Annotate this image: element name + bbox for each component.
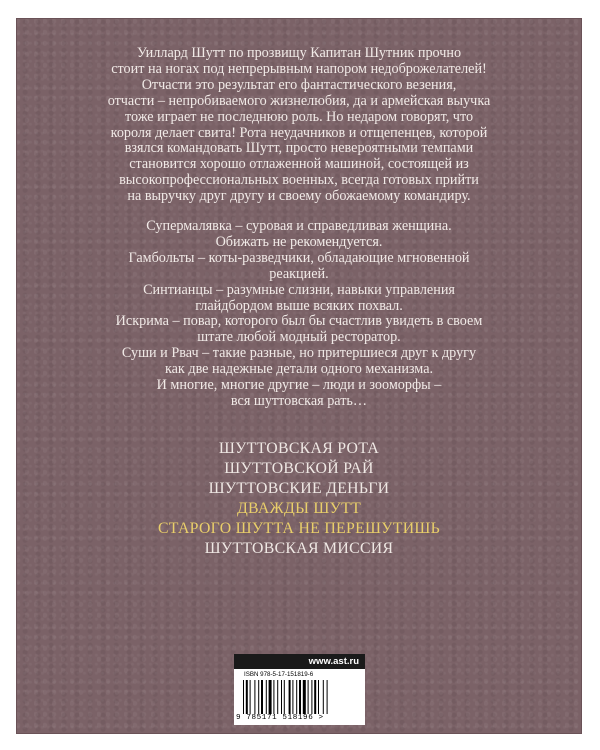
series-title-list — [16, 439, 582, 559]
series-title: ШУТТОВСКИЕ ДЕНЬГИ — [208, 480, 390, 497]
description-line: взялся командовать Шутт, просто невероятными темпами — [124, 140, 474, 157]
description-line: реакцией. — [269, 265, 329, 282]
barcode-digits: 9 785171 518196 > — [236, 714, 324, 722]
description-line: Синтианцы – разумные слизни, навыки управления — [143, 281, 455, 298]
description-paragraph-1 — [16, 46, 582, 205]
description-paragraph-2 — [16, 219, 582, 410]
barcode-panel — [234, 669, 365, 725]
description-line: глайдбордом выше всяких похвал. — [195, 297, 403, 314]
series-title: ШУТТОВСКОЙ РАЙ — [224, 460, 374, 477]
description-line: Обижать не рекомендуется. — [215, 233, 383, 250]
publisher-website: www.ast.ru — [234, 654, 365, 669]
description-line: становится хорошо отлаженной машиной, состоящей из — [129, 156, 469, 173]
description-line: высокопрофессиональных военных, всегда готовых прийти — [119, 172, 479, 189]
description-line: И многие, многие другие – люди и зооморфы – — [156, 377, 442, 394]
description-line: как две надежные детали одного механизма. — [164, 361, 434, 378]
description-line: отчасти – непробиваемого жизнелюбия, да и армейская выучка — [107, 92, 491, 109]
description-line: стоит на ногах под непрерывным напором недоброжелателей! — [111, 60, 487, 77]
series-title-highlighted: СТАРОГО ШУТТА НЕ ПЕРЕШУТИШЬ — [157, 520, 441, 537]
series-title-highlighted: ДВАЖДЫ ШУТТ — [236, 500, 362, 517]
description-line: тоже играет не последнюю роль. Но недаром говорят, что — [124, 108, 474, 125]
description-line: короля делает свита! Рота неудачников и отщепенцев, которой — [110, 124, 488, 141]
description-line: Гамбольты – коты-разведчики, обладающие мгновенной — [128, 249, 470, 266]
description-line: на выручку друг другу и своему обожаемому командиру. — [127, 188, 471, 205]
isbn-number: ISBN 978-5-17-151819-6 — [244, 671, 314, 678]
description-line: Искрима – повар, которого был бы счастлив увидеть в своем — [115, 313, 483, 330]
description-line: Супермалявка – суровая и справедливая женщина. — [146, 218, 452, 234]
description-line: Суши и Рвач – такие разные, но притершиеся друг к другу — [121, 345, 477, 362]
barcode-icon — [243, 680, 356, 714]
description-line: Отчасти это результат его фантастического везения, — [141, 76, 457, 93]
back-cover — [16, 18, 582, 734]
series-title: ШУТТОВСКАЯ РОТА — [218, 440, 380, 457]
description-line: вся шуттовская рать… — [230, 392, 368, 409]
description-line: Уиллард Шутт по прозвищу Капитан Шутник прочно — [136, 45, 462, 61]
description-line: штате любой модный ресторатор. — [197, 329, 401, 346]
series-title: ШУТТОВСКАЯ МИССИЯ — [204, 540, 394, 557]
